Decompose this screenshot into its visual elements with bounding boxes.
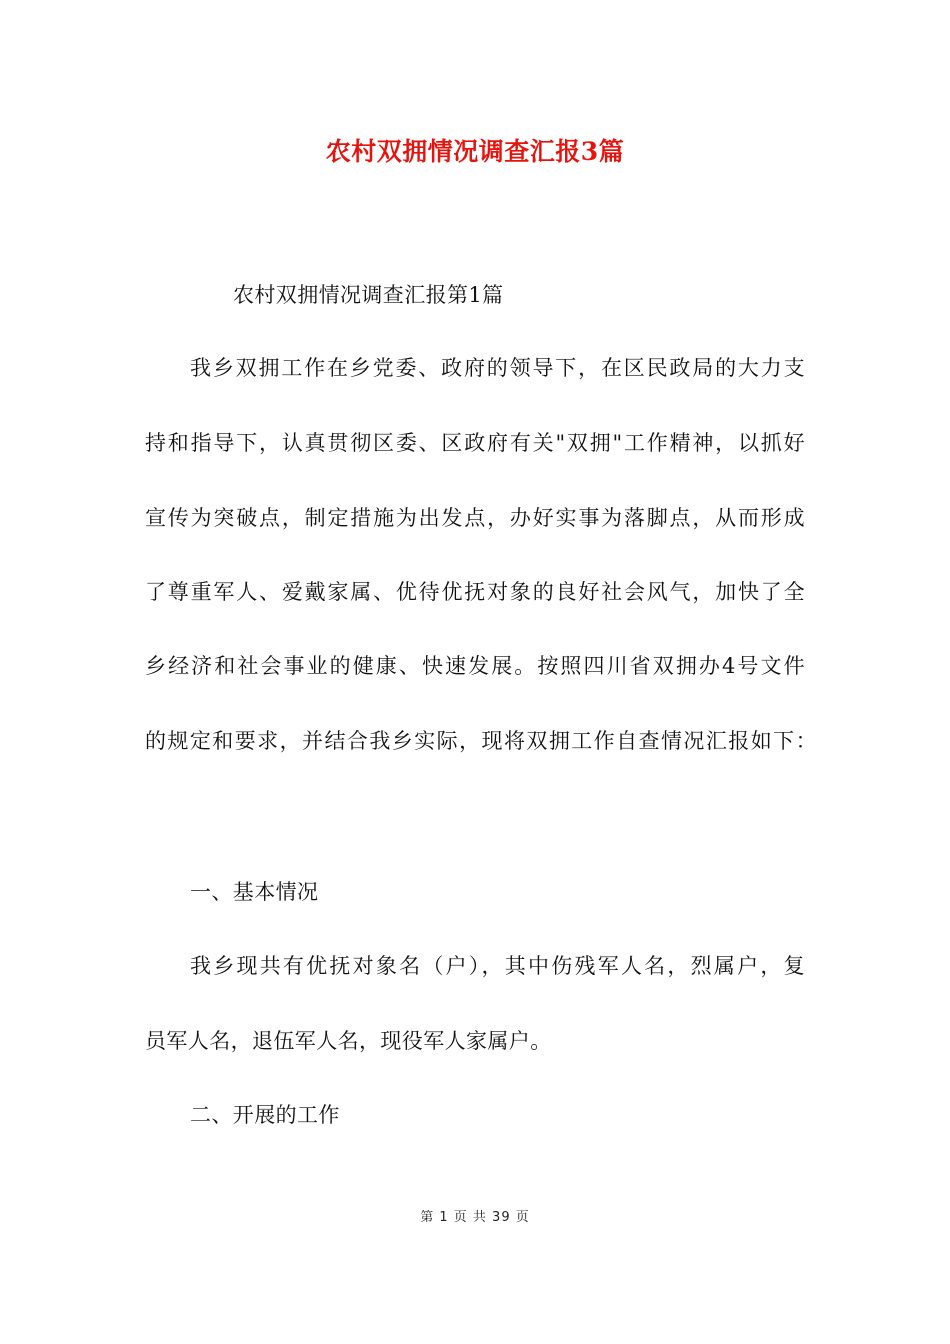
section-heading: 一、基本情况	[190, 880, 319, 904]
article-subtitle: 农村双拥情况调查汇报第1篇	[233, 283, 504, 307]
section-heading: 二、开展的工作	[190, 1103, 340, 1127]
paragraph-line: 乡经济和社会事业的健康、快速发展。按照四川省双拥办4号文件	[145, 654, 805, 678]
page-number-footer: 第 1 页 共 39 页	[420, 1210, 530, 1225]
document-title: 农村双拥情况调查汇报3篇	[325, 137, 625, 166]
paragraph-line: 我乡双拥工作在乡党委、政府的领导下，在区民政局的大力支	[190, 356, 805, 380]
paragraph-line: 员军人名，退伍军人名，现役军人家属户。	[145, 1029, 552, 1053]
paragraph-line: 持和指导下，认真贯彻区委、区政府有关"双拥"工作精神，以抓好	[145, 431, 805, 455]
paragraph-line: 的规定和要求，并结合我乡实际，现将双拥工作自查情况汇报如下：	[145, 729, 817, 753]
paragraph-line: 了尊重军人、爱戴家属、优待优抚对象的良好社会风气，加快了全	[145, 580, 805, 604]
paragraph-line: 我乡现共有优抚对象名（户），其中伤残军人名，烈属户，复	[190, 954, 805, 978]
paragraph-line: 宣传为突破点，制定措施为出发点，办好实事为落脚点，从而形成	[145, 506, 805, 530]
